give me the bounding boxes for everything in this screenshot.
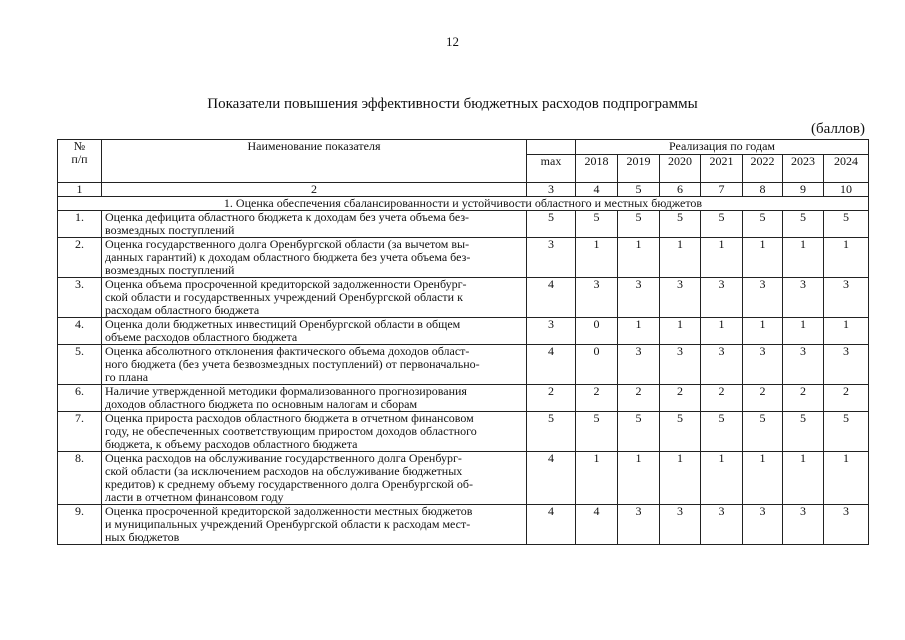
indicator-name-line: данных гарантий) к доходам областного бюджета без учета объема без-: [105, 250, 471, 264]
indicator-name-line: Оценка прироста расходов областного бюджета в отчетном финансовом: [105, 411, 474, 425]
year-score: 1: [618, 238, 660, 278]
header-year: 2018: [576, 155, 618, 183]
max-score: 2: [527, 385, 576, 412]
indicator-name-line: ных бюджетов: [105, 530, 180, 544]
table-row: [58, 412, 869, 452]
indicator-name-line: бюджета, к объему расходов областного бюджета: [105, 437, 358, 451]
header-year: 2022: [743, 155, 783, 183]
section-row: [58, 197, 869, 211]
year-score: 1: [783, 318, 824, 345]
year-score: 1: [618, 318, 660, 345]
table-row: [58, 238, 869, 278]
year-score: 1: [743, 238, 783, 278]
max-score: 3: [527, 238, 576, 278]
indicator-name-line: расходам областного бюджета: [105, 303, 260, 317]
page-number: 12: [446, 34, 459, 49]
year-score: 2: [660, 385, 701, 412]
year-score: 3: [618, 505, 660, 545]
year-score: 1: [660, 238, 701, 278]
indicators-table: [57, 139, 869, 545]
row-number: 1.: [58, 211, 102, 238]
header-num-abbr: п/п: [71, 152, 88, 166]
year-score: 3: [743, 505, 783, 545]
year-score: 1: [824, 318, 869, 345]
header-num: №: [73, 139, 86, 153]
indicator-name-line: Оценка государственного долга Оренбургской области (за вычетом вы-: [105, 237, 470, 251]
indicator-name-line: го плана: [105, 370, 149, 384]
year-score: 5: [701, 412, 743, 452]
header-name: Наименование показателя: [102, 140, 527, 183]
year-score: 5: [824, 211, 869, 238]
indicator-name: [102, 385, 527, 412]
indicator-name-line: и муниципальных учреждений Оренбургской области к расходам мест-: [105, 517, 471, 531]
max-score: 5: [527, 211, 576, 238]
year-score: 1: [576, 452, 618, 505]
column-index: 4: [576, 183, 618, 197]
year-score: 1: [783, 452, 824, 505]
row-number: 5.: [58, 345, 102, 385]
year-score: 1: [743, 318, 783, 345]
indicator-name: [102, 211, 527, 238]
column-index: 6: [660, 183, 701, 197]
header-year: 2023: [783, 155, 824, 183]
indicator-rows: [58, 211, 869, 545]
year-score: 1: [824, 452, 869, 505]
year-score: 3: [743, 278, 783, 318]
indicator-name-line: объеме расходов областного бюджета: [105, 330, 298, 344]
year-score: 3: [701, 505, 743, 545]
table-row: [58, 278, 869, 318]
indicator-name: [102, 318, 527, 345]
section-title: 1. Оценка обеспечения сбалансированности и устойчивости областного и местных бюджетов: [58, 197, 869, 211]
row-number: 9.: [58, 505, 102, 545]
indicator-name: [102, 345, 527, 385]
table-row: [58, 345, 869, 385]
row-number: 2.: [58, 238, 102, 278]
year-score: 3: [824, 345, 869, 385]
indicator-name-line: Наличие утвержденной методики формализованного прогнозирования: [105, 384, 467, 398]
year-score: 2: [783, 385, 824, 412]
header-year: 2019: [618, 155, 660, 183]
header-max: max: [527, 155, 576, 183]
year-score: 2: [618, 385, 660, 412]
year-score: 1: [618, 452, 660, 505]
year-score: 5: [743, 211, 783, 238]
indicator-name-line: ного бюджета (без учета безвозмездных поступлений) от первоначально-: [105, 357, 480, 371]
header-max-spacer: [527, 140, 576, 155]
year-score: 5: [660, 412, 701, 452]
year-score: 1: [701, 318, 743, 345]
column-index-row: [58, 183, 869, 197]
max-score: 4: [527, 278, 576, 318]
indicator-name-line: Оценка доли бюджетных инвестиций Оренбургской области в общем: [105, 317, 461, 331]
header-year: 2021: [701, 155, 743, 183]
header-year: 2024: [824, 155, 869, 183]
year-score: 4: [576, 505, 618, 545]
year-score: 5: [783, 211, 824, 238]
row-number: 3.: [58, 278, 102, 318]
year-score: 0: [576, 318, 618, 345]
year-score: 3: [743, 345, 783, 385]
indicator-name-line: Оценка объема просроченной кредиторской задолженности Оренбург-: [105, 277, 467, 291]
document-title: Показатели повышения эффективности бюджетных расходов подпрограммы: [207, 96, 698, 112]
indicator-name-line: Оценка расходов на обслуживание государственного долга Оренбург-: [105, 451, 462, 465]
indicator-name-line: Оценка абсолютного отклонения фактического объема доходов област-: [105, 344, 470, 358]
year-score: 2: [743, 385, 783, 412]
row-number: 4.: [58, 318, 102, 345]
header-realization: Реализация по годам: [576, 140, 869, 155]
max-score: 4: [527, 505, 576, 545]
year-score: 3: [618, 278, 660, 318]
indicator-name: [102, 452, 527, 505]
indicator-name: [102, 238, 527, 278]
indicator-name-line: Оценка дефицита областного бюджета к доходам без учета объема без-: [105, 210, 470, 224]
indicator-name-line: возмездных поступлений: [105, 223, 235, 237]
year-score: 3: [701, 278, 743, 318]
year-score: 3: [660, 345, 701, 385]
column-index: 7: [701, 183, 743, 197]
row-number: 8.: [58, 452, 102, 505]
column-index: 5: [618, 183, 660, 197]
year-score: 5: [576, 211, 618, 238]
indicator-name-line: Оценка просроченной кредиторской задолженности местных бюджетов: [105, 504, 473, 518]
indicator-name: [102, 278, 527, 318]
year-score: 1: [783, 238, 824, 278]
row-number: 6.: [58, 385, 102, 412]
year-score: 1: [701, 452, 743, 505]
max-score: 4: [527, 345, 576, 385]
indicator-name-line: ской области и государственных учреждений Оренбургской области к: [105, 290, 463, 304]
header-row: [58, 140, 869, 155]
indicator-name: [102, 412, 527, 452]
year-score: 2: [824, 385, 869, 412]
table-row: [58, 211, 869, 238]
column-index: 3: [527, 183, 576, 197]
header-year: 2020: [660, 155, 701, 183]
column-index: 10: [824, 183, 869, 197]
year-score: 1: [660, 452, 701, 505]
year-score: 3: [824, 278, 869, 318]
table-row: [58, 385, 869, 412]
year-score: 5: [660, 211, 701, 238]
indicator-name-line: доходов областного бюджета по основным налогам и сборам: [105, 397, 418, 411]
units-label: (баллов): [811, 121, 865, 137]
year-score: 3: [576, 278, 618, 318]
year-score: 1: [660, 318, 701, 345]
column-index: 2: [102, 183, 527, 197]
max-score: 5: [527, 412, 576, 452]
indicator-name-line: возмездных поступлений: [105, 263, 235, 277]
year-score: 3: [783, 345, 824, 385]
year-score: 5: [576, 412, 618, 452]
year-score: 5: [618, 211, 660, 238]
max-score: 4: [527, 452, 576, 505]
year-score: 2: [576, 385, 618, 412]
year-score: 5: [783, 412, 824, 452]
year-score: 1: [824, 238, 869, 278]
max-score: 3: [527, 318, 576, 345]
indicator-name-line: кредитов) к среднему объему государственного долга Оренбургской об-: [105, 477, 473, 491]
indicator-name: [102, 505, 527, 545]
year-score: 5: [618, 412, 660, 452]
year-score: 5: [824, 412, 869, 452]
year-score: 3: [783, 278, 824, 318]
table-row: [58, 452, 869, 505]
year-score: 3: [824, 505, 869, 545]
year-score: 5: [743, 412, 783, 452]
column-index: 1: [58, 183, 102, 197]
year-score: 1: [743, 452, 783, 505]
year-score: 1: [576, 238, 618, 278]
table-row: [58, 318, 869, 345]
year-score: 3: [618, 345, 660, 385]
year-score: 5: [701, 211, 743, 238]
indicator-name-line: году, не обеспеченных соответствующим приростом доходов областного: [105, 424, 477, 438]
year-score: 3: [660, 278, 701, 318]
column-index: 8: [743, 183, 783, 197]
indicator-name-line: ской области (за исключением расходов на обслуживание бюджетных: [105, 464, 463, 478]
year-score: 1: [701, 238, 743, 278]
year-score: 2: [701, 385, 743, 412]
year-score: 3: [701, 345, 743, 385]
header-num-cell: [58, 140, 102, 183]
table-row: [58, 505, 869, 545]
year-score: 0: [576, 345, 618, 385]
year-score: 3: [660, 505, 701, 545]
row-number: 7.: [58, 412, 102, 452]
year-score: 3: [783, 505, 824, 545]
indicator-name-line: ласти в отчетном финансовом году: [105, 490, 284, 504]
column-index: 9: [783, 183, 824, 197]
